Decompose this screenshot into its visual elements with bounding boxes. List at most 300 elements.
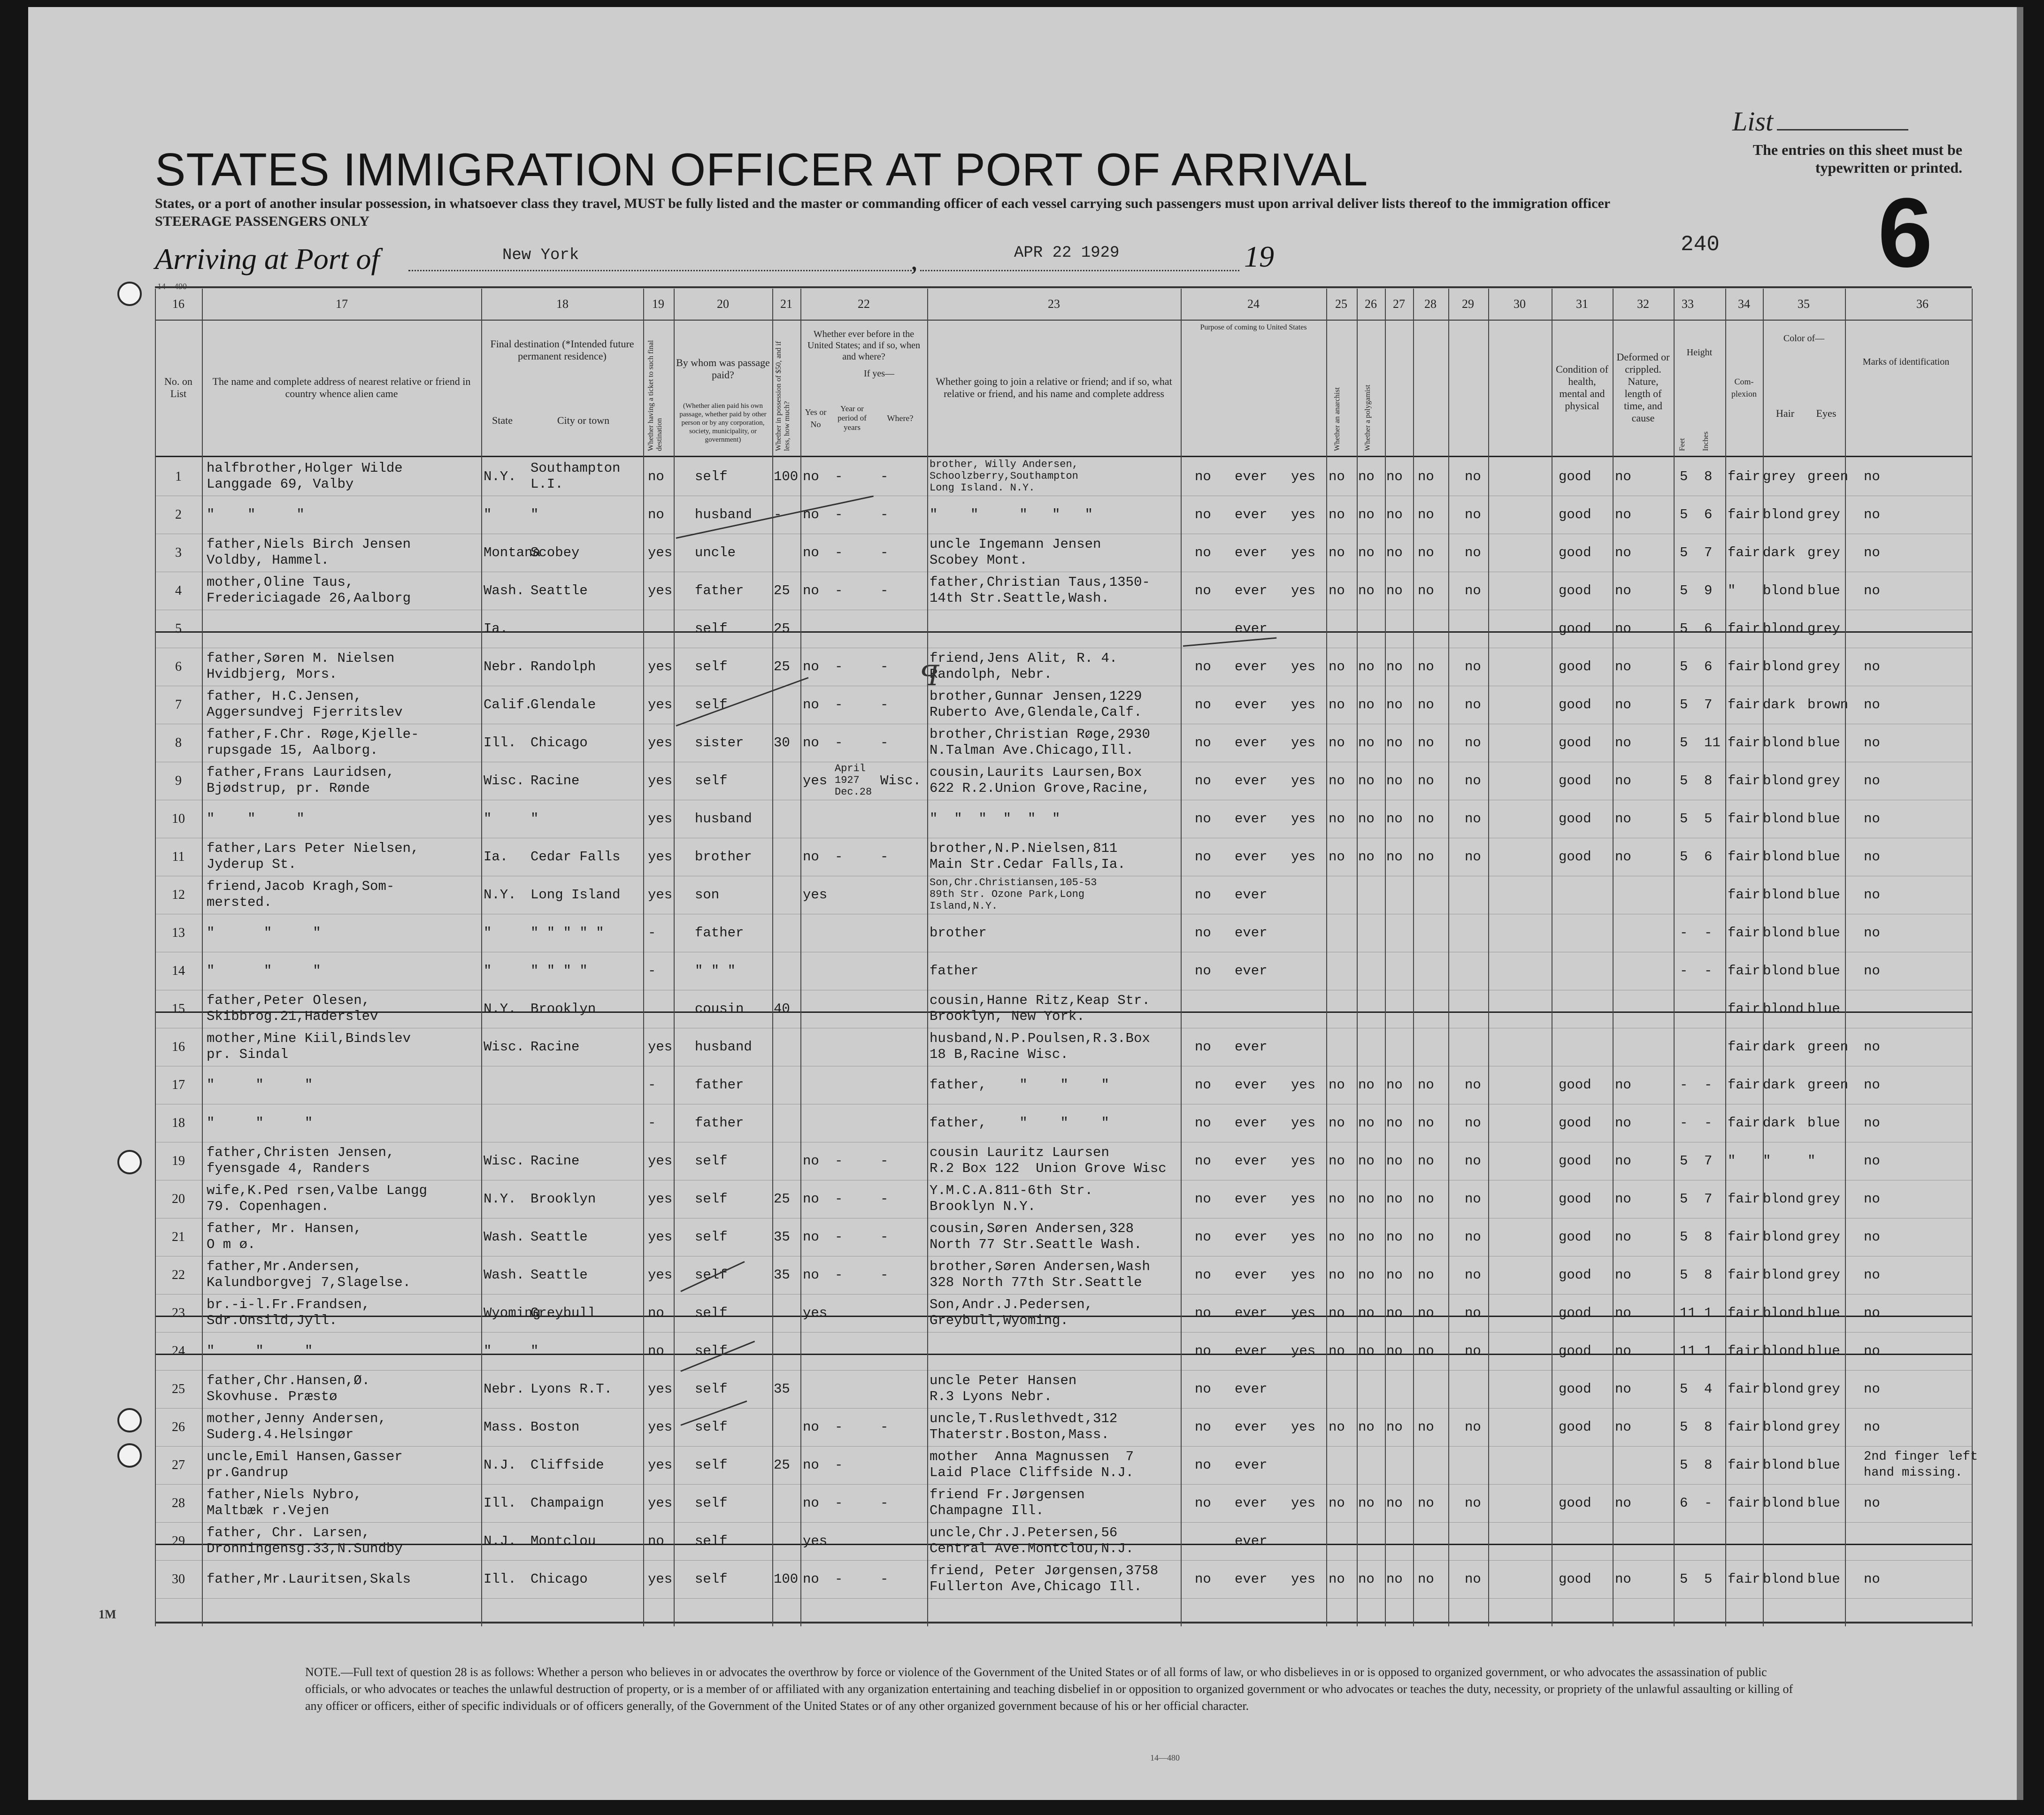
- cell-money: 25: [774, 659, 790, 674]
- cell-purpose: no: [1195, 583, 1211, 598]
- cell-year: -: [835, 849, 843, 865]
- header-marks: Marks of identification: [1862, 357, 1950, 367]
- cell-inches: 7: [1704, 1191, 1713, 1207]
- cell-where: -: [880, 1191, 889, 1207]
- column-number: 35: [1798, 297, 1810, 311]
- header-final-destination: Final destination (*Intended future permanent residence): [490, 338, 634, 362]
- cell-relative: " " ": [207, 507, 305, 522]
- cell-health: good: [1559, 1495, 1591, 1511]
- row-number: 13: [172, 926, 185, 940]
- cell-relative: " " ": [207, 1343, 313, 1359]
- cell-c29: no: [1386, 507, 1403, 522]
- cell-health: good: [1559, 583, 1591, 598]
- table-row: [155, 458, 1972, 496]
- handwritten-annotation: ꟼ: [920, 659, 939, 692]
- cell-year: -: [835, 1267, 843, 1283]
- cell-paid: sister: [695, 735, 744, 751]
- cell-length: ever: [1235, 925, 1268, 941]
- cell-where: -: [880, 1153, 889, 1169]
- cell-relative: father, Chr. Larsen, Dronningensg.33,N.Sundby: [207, 1525, 403, 1556]
- cell-city: ": [530, 811, 539, 827]
- cell-eyes: grey: [1807, 773, 1840, 789]
- cell-c27: no: [1329, 659, 1345, 674]
- cell-length: ever: [1235, 697, 1268, 712]
- column-number: 34: [1738, 297, 1750, 311]
- cell-c31: no: [1465, 1115, 1481, 1131]
- cell-marks: no: [1864, 1153, 1880, 1169]
- cell-city: Scobey: [530, 545, 580, 560]
- cell-c26: yes: [1291, 1229, 1316, 1245]
- cell-length: ever: [1235, 1533, 1268, 1549]
- table-row: [155, 1256, 1972, 1294]
- stamp-number: 240: [1681, 232, 1720, 257]
- row-number: 2: [175, 507, 182, 522]
- cell-year: -: [835, 1419, 843, 1435]
- cell-eyes: brown: [1807, 697, 1849, 712]
- cell-paid: self: [695, 1533, 728, 1549]
- cell-where: -: [880, 1495, 889, 1511]
- column-number: 16: [172, 297, 184, 311]
- cell-city: Seattle: [530, 583, 588, 598]
- row-number: 17: [172, 1078, 185, 1092]
- row-number: 30: [172, 1572, 185, 1586]
- cell-relative: father,Chr.Hansen,Ø. Skovhuse. Præstø: [207, 1373, 370, 1404]
- cell-eyes: blue: [1807, 811, 1840, 827]
- cell-state: ": [484, 507, 492, 522]
- cell-relative: mother,Jenny Andersen, Suderg.4.Helsingør: [207, 1411, 386, 1442]
- cell-before: no: [803, 545, 819, 560]
- cell-relative: mother,Oline Taus, Fredericiagade 26,Aalborg: [207, 574, 411, 606]
- cell-relative: friend,Jacob Kragh,Som- mersted.: [207, 879, 395, 910]
- cell-where: -: [880, 1229, 889, 1245]
- table-row: [155, 800, 1972, 838]
- cell-state: N.Y.: [484, 469, 516, 484]
- cell-c26: yes: [1291, 1343, 1316, 1359]
- cell-state: Nebr.: [484, 659, 525, 674]
- cell-c29: no: [1386, 1153, 1403, 1169]
- cell-deformed: no: [1615, 1077, 1631, 1093]
- cell-paid: self: [695, 1305, 728, 1321]
- table-row: [155, 762, 1972, 800]
- cell-marks: no: [1864, 887, 1880, 903]
- cell-c26: yes: [1291, 1571, 1316, 1587]
- cell-length: ever: [1235, 1191, 1268, 1207]
- table-row: [155, 1332, 1972, 1371]
- cell-complexion: fair: [1728, 1229, 1760, 1245]
- cell-before: no: [803, 1457, 819, 1473]
- cell-c30: no: [1418, 849, 1434, 865]
- cell-where: -: [880, 849, 889, 865]
- column-number: 25: [1335, 297, 1347, 311]
- cell-c29: no: [1386, 735, 1403, 751]
- cell-year: -: [835, 1153, 843, 1169]
- cell-paid: father: [695, 583, 744, 598]
- column-number: 36: [1916, 297, 1929, 311]
- cell-length: ever: [1235, 1571, 1268, 1587]
- grid-line: [927, 289, 928, 1626]
- cell-paid: father: [695, 1077, 744, 1093]
- header-where: Where?: [887, 414, 914, 423]
- cell-c30: no: [1418, 1267, 1434, 1283]
- cell-state: Ia.: [484, 849, 508, 865]
- cell-ticket: yes: [648, 773, 673, 789]
- cell-ticket: yes: [648, 545, 673, 560]
- cell-c31: no: [1465, 1571, 1481, 1587]
- row-number: 25: [172, 1382, 185, 1396]
- cell-state: Wash.: [484, 1267, 525, 1283]
- cell-c27: no: [1329, 1495, 1345, 1511]
- cell-paid: self: [695, 1495, 728, 1511]
- cell-relative: wife,K.Ped rsen,Valbe Langg 79. Copenhagen.: [207, 1183, 427, 1214]
- port-label: Arriving at Port of: [155, 242, 380, 276]
- cell-paid: self: [695, 1153, 728, 1169]
- cell-joining: cousin,Hanne Ritz,Keap Str. Brooklyn, New York.: [930, 993, 1150, 1024]
- cell-deformed: no: [1615, 659, 1631, 674]
- header-ticket: Whether having a ticket to such final destination: [647, 340, 663, 451]
- cell-paid: self: [695, 697, 728, 712]
- cell-marks: no: [1864, 1191, 1880, 1207]
- column-number: 22: [858, 297, 870, 311]
- cell-marks: no: [1864, 1267, 1880, 1283]
- cell-inches: -: [1704, 1077, 1713, 1093]
- cell-c30: no: [1418, 735, 1434, 751]
- cell-eyes: grey: [1807, 1191, 1840, 1207]
- cell-length: ever: [1235, 1115, 1268, 1131]
- cell-health: good: [1559, 1571, 1591, 1587]
- cell-deformed: no: [1615, 469, 1631, 484]
- table-row: [155, 1408, 1972, 1447]
- cell-c27: no: [1329, 773, 1345, 789]
- cell-complexion: fair: [1728, 697, 1760, 712]
- cell-marks: no: [1864, 1077, 1880, 1093]
- cell-relative: " " ": [207, 1115, 313, 1131]
- cell-before: no: [803, 1495, 819, 1511]
- grid-line: [772, 289, 773, 1626]
- table-row: [155, 572, 1972, 610]
- cell-ticket: yes: [648, 697, 673, 712]
- row-number: 8: [175, 735, 182, 750]
- cell-purpose: no: [1195, 735, 1211, 751]
- cell-purpose: no: [1195, 1495, 1211, 1511]
- cell-c27: no: [1329, 545, 1345, 560]
- cell-money: 100: [774, 469, 799, 484]
- header-purpose: Purpose of coming to United States: [1200, 323, 1307, 331]
- cell-length: ever: [1235, 1229, 1268, 1245]
- cell-deformed: no: [1615, 697, 1631, 712]
- column-number: 30: [1514, 297, 1526, 311]
- cell-c29: no: [1386, 1267, 1403, 1283]
- cell-length: ever: [1235, 1267, 1268, 1283]
- cell-c26: yes: [1291, 773, 1316, 789]
- cell-marks: no: [1864, 735, 1880, 751]
- cell-state: Wash.: [484, 1229, 525, 1245]
- cell-eyes: blue: [1807, 1457, 1840, 1473]
- cell-state: ": [484, 811, 492, 827]
- cell-c31: no: [1465, 545, 1481, 560]
- grid-line: [800, 289, 801, 1626]
- cell-city: Greybull: [530, 1305, 596, 1321]
- cell-complexion: fair: [1728, 1571, 1760, 1587]
- cell-joining: brother, Willy Andersen, Schoolzberry,Southampton Long Island. N.Y.: [930, 459, 1078, 494]
- cell-complexion: fair: [1728, 1039, 1760, 1055]
- column-number: 21: [780, 297, 792, 311]
- cell-length: ever: [1235, 1039, 1268, 1055]
- cell-c27: no: [1329, 469, 1345, 484]
- cell-ticket: no: [648, 1533, 664, 1549]
- row-number: 10: [172, 812, 185, 826]
- column-number: 31: [1576, 297, 1588, 311]
- punch-hole: [117, 282, 142, 306]
- header-if-yes: If yes—: [864, 368, 894, 379]
- cell-money: 100: [774, 1571, 799, 1587]
- header-yes-no: Yes or No: [805, 407, 827, 429]
- cell-hair: blond: [1763, 1305, 1804, 1321]
- cell-health: good: [1559, 1305, 1591, 1321]
- cell-joining: brother,Christian Røge,2930 N.Talman Ave.Chicago,Ill.: [930, 727, 1150, 758]
- cell-relative: father,Christen Jensen, fyensgade 4, Randers: [207, 1145, 395, 1176]
- cell-marks: no: [1864, 1495, 1880, 1511]
- cell-joining: father, " " ": [930, 1077, 1109, 1093]
- table-row: [155, 724, 1972, 762]
- cell-paid: self: [695, 1457, 728, 1473]
- cell-city: Brooklyn: [530, 1001, 596, 1017]
- cell-city: " " " ": [530, 963, 588, 979]
- footnote: NOTE.—Full text of question 28 is as follows: Whether a person who believes in or advocates the overthrow by force or violence of the Government of the United States or of all forms of law, or who disbelieves in or is opposed to organized government, or who advocates the assassination of public officials, or who advocates or teaches the unlawful destruction of property, or is a member of or affiliated with any organization entertaining and teaching disbelief in or opposition to organized government or who advocates or teaches the duty, necessity, or propriety of the unlawful assaulting or killing of any officer or officers, either of specific individuals or of officers generally, of the Government of the United States or of any other organized government because of his or her official character.: [305, 1665, 1793, 1713]
- cell-hair: blond: [1763, 1343, 1804, 1359]
- cell-hair: dark: [1763, 545, 1796, 560]
- cell-complexion: ": [1728, 583, 1736, 598]
- cell-purpose: no: [1195, 1039, 1211, 1055]
- cell-paid: self: [695, 1267, 728, 1283]
- cell-hair: blond: [1763, 887, 1804, 903]
- cell-paid: self: [695, 1229, 728, 1245]
- cell-purpose: no: [1195, 1457, 1211, 1473]
- cell-c29: no: [1386, 849, 1403, 865]
- cell-marks: no: [1864, 697, 1880, 712]
- header-nearest-relative: The name and complete address of nearest relative or friend in country whence alien came: [212, 375, 471, 399]
- cell-health: good: [1559, 1077, 1591, 1093]
- cell-deformed: no: [1615, 1229, 1631, 1245]
- row-number: 18: [172, 1116, 185, 1130]
- cell-c28: no: [1358, 1153, 1375, 1169]
- cell-length: ever: [1235, 1457, 1268, 1473]
- cell-complexion: fair: [1728, 1001, 1760, 1017]
- cell-c29: no: [1386, 697, 1403, 712]
- cell-before: no: [803, 1153, 819, 1169]
- cell-year: -: [835, 583, 843, 598]
- cell-joining: father, " " ": [930, 1115, 1109, 1131]
- cell-feet: 5: [1680, 1457, 1688, 1473]
- cell-c31: no: [1465, 849, 1481, 865]
- cell-deformed: no: [1615, 583, 1631, 598]
- header-money: Whether in possession of $50, and if less, how much?: [775, 341, 791, 451]
- strike-through-line: [155, 1011, 1972, 1013]
- cell-joining: friend,Jens Alit, R. 4. Randolph, Nebr.: [930, 651, 1118, 682]
- cell-marks: no: [1864, 1115, 1880, 1131]
- cell-hair: blond: [1763, 1267, 1804, 1283]
- cell-hair: blond: [1763, 925, 1804, 941]
- cell-paid: self: [695, 469, 728, 484]
- cell-relative: father,Niels Birch Jensen Voldby, Hammel.: [207, 536, 411, 568]
- cell-deformed: no: [1615, 1419, 1631, 1435]
- cell-purpose: no: [1195, 1191, 1211, 1207]
- cell-purpose: no: [1195, 1343, 1211, 1359]
- cell-city: Racine: [530, 1039, 580, 1055]
- grid-line: [1763, 289, 1764, 1626]
- header-passage-note: (Whether alien paid his own passage, whether paid by other person or by any corporation, society, municipality, or government): [679, 402, 767, 444]
- cell-deformed: no: [1615, 507, 1631, 522]
- cell-complexion: fair: [1728, 507, 1760, 522]
- cell-c26: yes: [1291, 659, 1316, 674]
- header-feet: Feet: [1678, 438, 1686, 451]
- cell-joining: friend Fr.Jørgensen Champagne Ill.: [930, 1487, 1085, 1518]
- cell-hair: dark: [1763, 697, 1796, 712]
- cell-c30: no: [1418, 1495, 1434, 1511]
- cell-feet: 5: [1680, 1229, 1688, 1245]
- cell-complexion: fair: [1728, 773, 1760, 789]
- margin-mark: 1M: [99, 1608, 116, 1621]
- cell-health: good: [1559, 621, 1591, 636]
- cell-purpose: no: [1195, 507, 1211, 522]
- cell-deformed: no: [1615, 1153, 1631, 1169]
- cell-c27: no: [1329, 1343, 1345, 1359]
- cell-joining: father: [930, 963, 979, 979]
- grid-line: [1845, 289, 1846, 1626]
- cell-c26: yes: [1291, 1495, 1316, 1511]
- grid-line: [1357, 289, 1358, 1626]
- grid-line: [1448, 289, 1449, 1626]
- cell-c28: no: [1358, 1267, 1375, 1283]
- cell-feet: 5: [1680, 1571, 1688, 1587]
- cell-paid: self: [695, 1419, 728, 1435]
- row-number: 11: [172, 850, 185, 864]
- cell-state: ": [484, 925, 492, 941]
- cell-state: N.J.: [484, 1457, 516, 1473]
- table-row: [155, 1560, 1972, 1599]
- cell-length: ever: [1235, 507, 1268, 522]
- cell-c30: no: [1418, 659, 1434, 674]
- header-height: Height: [1686, 347, 1713, 358]
- cell-deformed: no: [1615, 1381, 1631, 1397]
- cell-complexion: fair: [1728, 735, 1760, 751]
- cell-relative: father,Mr.Andersen, Kalundborgvej 7,Slagelse.: [207, 1259, 411, 1290]
- table-row: [155, 1066, 1972, 1104]
- cell-purpose: no: [1195, 1077, 1211, 1093]
- column-numbers: [155, 289, 1972, 321]
- cell-c30: no: [1418, 1115, 1434, 1131]
- cell-length: ever: [1235, 583, 1268, 598]
- cell-deformed: no: [1615, 735, 1631, 751]
- cell-feet: 5: [1680, 507, 1688, 522]
- cell-before: no: [803, 507, 819, 522]
- cell-length: ever: [1235, 1153, 1268, 1169]
- cell-year: -: [835, 507, 843, 522]
- cell-eyes: grey: [1807, 507, 1840, 522]
- cell-health: good: [1559, 735, 1591, 751]
- cell-c26: yes: [1291, 583, 1316, 598]
- cell-relative: halfbrother,Holger Wilde Langgade 69, Valby: [207, 460, 403, 492]
- grid-line: [1972, 289, 1973, 1626]
- cell-length: ever: [1235, 773, 1268, 789]
- cell-health: good: [1559, 469, 1591, 484]
- cell-relative: father,Niels Nybro, Maltbæk r.Vejen: [207, 1487, 362, 1518]
- table-row: [155, 990, 1972, 1028]
- column-number: 17: [336, 297, 348, 311]
- cell-c29: no: [1386, 1419, 1403, 1435]
- cell-purpose: no: [1195, 1267, 1211, 1283]
- cell-complexion: fair: [1728, 469, 1760, 484]
- cell-ticket: yes: [648, 1419, 673, 1435]
- cell-city: Boston: [530, 1419, 580, 1435]
- cell-city: ": [530, 507, 539, 522]
- cell-health: good: [1559, 697, 1591, 712]
- cell-ticket: no: [648, 1305, 664, 1321]
- cell-eyes: green: [1807, 469, 1849, 484]
- cell-length: ever: [1235, 1305, 1268, 1321]
- table-row: [155, 496, 1972, 534]
- cell-deformed: no: [1615, 1571, 1631, 1587]
- cell-city: Randolph: [530, 659, 596, 674]
- cell-eyes: blue: [1807, 925, 1840, 941]
- arrival-date-stamp: APR 22 1929: [1014, 244, 1120, 262]
- cell-joining: " " " " ": [930, 507, 1093, 522]
- column-number: 28: [1424, 297, 1437, 311]
- cell-paid: brother: [695, 849, 752, 865]
- cell-c30: no: [1418, 507, 1434, 522]
- table-row: [155, 1370, 1972, 1409]
- cell-purpose: no: [1195, 697, 1211, 712]
- cell-before: no: [803, 1267, 819, 1283]
- cell-health: good: [1559, 1191, 1591, 1207]
- cell-hair: blond: [1763, 1495, 1804, 1511]
- cell-ticket: yes: [648, 735, 673, 751]
- cell-money: 35: [774, 1229, 790, 1245]
- cell-feet: -: [1680, 1077, 1688, 1093]
- cell-c31: no: [1465, 583, 1481, 598]
- cell-paid: father: [695, 925, 744, 941]
- cell-c27: no: [1329, 1229, 1345, 1245]
- cell-complexion: fair: [1728, 1381, 1760, 1397]
- cell-state: Wisc.: [484, 1153, 525, 1169]
- cell-before: no: [803, 735, 819, 751]
- cell-length: ever: [1235, 621, 1268, 636]
- cell-joining: Son,Andr.J.Pedersen, Greybull,Wyoming.: [930, 1297, 1093, 1328]
- cell-feet: 5: [1680, 545, 1688, 560]
- table-row: [155, 648, 1972, 686]
- cell-c27: no: [1329, 849, 1345, 865]
- row-number: 15: [172, 1002, 185, 1016]
- table-row: [155, 534, 1972, 572]
- header-city: City or town: [557, 414, 610, 426]
- cell-feet: 5: [1680, 659, 1688, 674]
- cell-relative: " " ": [207, 1077, 313, 1093]
- cell-hair: blond: [1763, 659, 1804, 674]
- cell-feet: 5: [1680, 849, 1688, 865]
- cell-c31: no: [1465, 1229, 1481, 1245]
- cell-deformed: no: [1615, 1495, 1631, 1511]
- cell-inches: 8: [1704, 773, 1713, 789]
- cell-eyes: green: [1807, 1077, 1849, 1093]
- cell-complexion: fair: [1728, 659, 1760, 674]
- cell-c26: yes: [1291, 1153, 1316, 1169]
- cell-inches: 4: [1704, 1381, 1713, 1397]
- sheet-number: 6: [1878, 177, 1933, 288]
- cell-hair: blond: [1763, 963, 1804, 979]
- cell-paid: uncle: [695, 545, 736, 560]
- row-number: 27: [172, 1458, 185, 1472]
- row-number: 5: [175, 621, 182, 636]
- cell-relative: father,Søren M. Nielsen Hvidbjerg, Mors.: [207, 651, 395, 682]
